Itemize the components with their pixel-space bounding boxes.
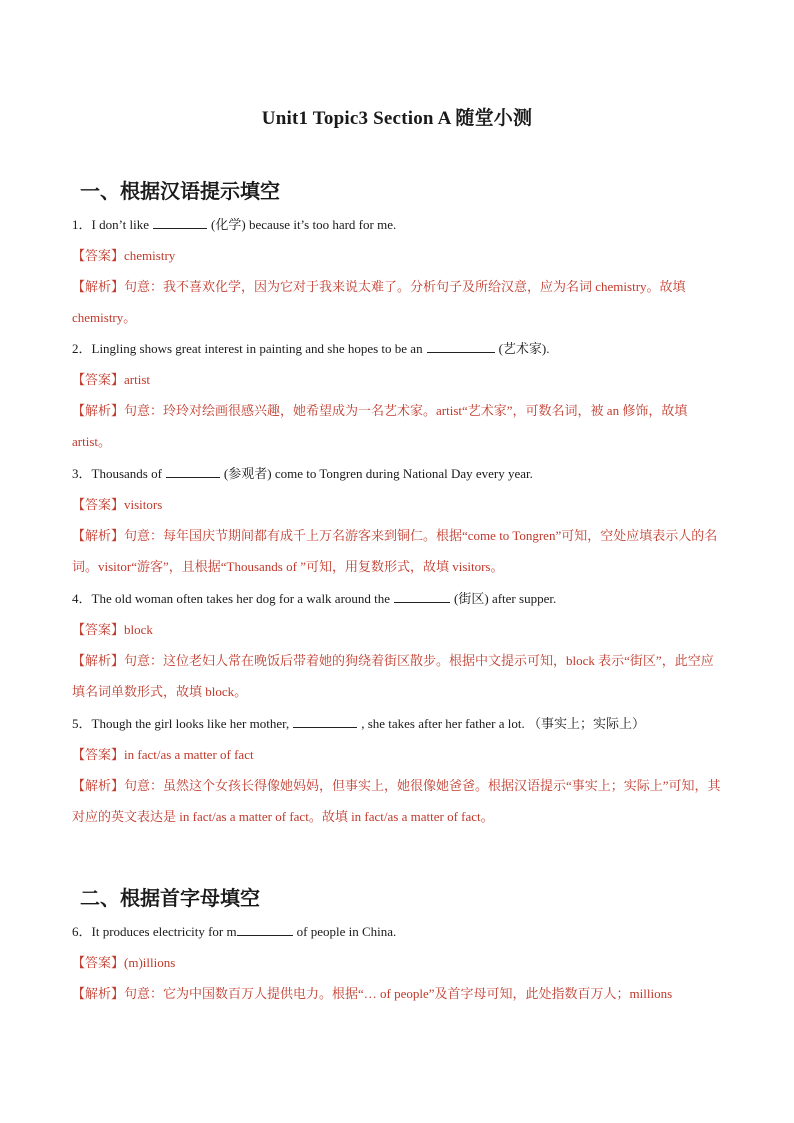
answer-label: 【答案】	[72, 248, 125, 263]
analysis-text: 句意：它为中国数百万人提供电力。根据“… of people”及首字母可知，此处指数百万人；millions	[124, 986, 673, 1001]
analysis-label: 【解析】	[72, 528, 125, 543]
answer-blank	[153, 214, 207, 229]
analysis-label: 【解析】	[72, 778, 125, 793]
analysis-6	[72, 978, 722, 1009]
question-3	[72, 458, 722, 489]
answer-text: (m)illions	[124, 955, 176, 970]
analysis-text: 句意：虽然这个女孩长得像她妈妈，但事实上，她很像她爸爸。根据汉语提示“事实上；实际上”可知，其对应的英文表达是 in fact/as a matter of fact。故填 in fact/as a matter of fact。	[72, 778, 721, 824]
section-heading-2: 二、根据首字母填空	[80, 886, 260, 910]
answer-text: artist	[124, 372, 151, 387]
answer-blank	[394, 588, 450, 603]
analysis-3	[72, 520, 722, 582]
analysis-label: 【解析】	[72, 403, 125, 418]
answer-2	[72, 364, 722, 395]
question-text: (街区) after supper.	[454, 591, 557, 606]
answer-label: 【答案】	[72, 622, 125, 637]
analysis-text: 句意：玲玲对绘画很感兴趣，她希望成为一名艺术家。artist“艺术家”，可数名词，被 an 修饰，故填 artist。	[72, 403, 688, 449]
analysis-text: 句意：这位老妇人常在晚饭后带着她的狗绕着街区散步。根据中文提示可知，block 表示“街区”，此空应填名词单数形式，故填 block。	[72, 653, 714, 699]
answer-blank	[293, 713, 357, 728]
question-text: 4．The old woman often takes her dog for a walk around the	[72, 591, 391, 606]
answer-text: visitors	[124, 497, 163, 512]
question-1	[72, 209, 722, 240]
analysis-text: 句意：我不喜欢化学，因为它对于我来说太难了。分析句子及所给汉意，应为名词 chemistry。故填 chemistry。	[72, 279, 686, 325]
section-heading-1: 一、根据汉语提示填空	[80, 179, 280, 203]
question-text: (化学) because it’s too hard for me.	[211, 217, 397, 232]
question-text: 2．Lingling shows great interest in painting and she hopes to be an	[72, 341, 423, 356]
analysis-1	[72, 271, 722, 333]
answer-1	[72, 240, 722, 271]
answer-label: 【答案】	[72, 747, 125, 762]
question-4	[72, 583, 722, 614]
question-text: , she takes after her father a lot. （事实上；实际上）	[361, 716, 645, 731]
answer-text: chemistry	[124, 248, 176, 263]
analysis-4	[72, 645, 722, 707]
answer-4	[72, 614, 722, 645]
question-text: (参观者) come to Tongren during National Day every year.	[223, 466, 533, 481]
question-text: 6．It produces electricity for m	[72, 924, 237, 939]
question-5	[72, 708, 722, 739]
answer-text: in fact/as a matter of fact	[124, 747, 254, 762]
analysis-label: 【解析】	[72, 986, 125, 1001]
analysis-label: 【解析】	[72, 279, 125, 294]
page-title: Unit1 Topic3 Section A 随堂小测	[261, 108, 533, 129]
question-2	[72, 333, 722, 364]
analysis-label: 【解析】	[72, 653, 125, 668]
answer-label: 【答案】	[72, 497, 125, 512]
question-text: (艺术家).	[498, 341, 550, 356]
question-text: 1．I don’t like	[72, 217, 150, 232]
analysis-2	[72, 395, 722, 457]
analysis-5	[72, 770, 722, 832]
answer-text: block	[124, 622, 153, 637]
question-text: 3．Thousands of	[72, 466, 162, 481]
answer-6	[72, 947, 722, 978]
answer-5	[72, 739, 722, 770]
answer-label: 【答案】	[72, 372, 125, 387]
answer-blank	[166, 463, 220, 478]
answer-blank	[237, 921, 293, 936]
question-6	[72, 916, 722, 947]
answer-label: 【答案】	[72, 955, 125, 970]
answer-blank	[427, 338, 495, 353]
analysis-text: 句意：每年国庆节期间都有成千上万名游客来到铜仁。根据“come to Tongren”可知，空处应填表示人的名词。visitor“游客”，且根据“Thousands of ”可知，用复数形式，故填 visitors。	[72, 528, 718, 574]
answer-3	[72, 489, 722, 520]
question-text: of people in China.	[296, 924, 397, 939]
question-text: 5．Though the girl looks like her mother,	[72, 716, 290, 731]
